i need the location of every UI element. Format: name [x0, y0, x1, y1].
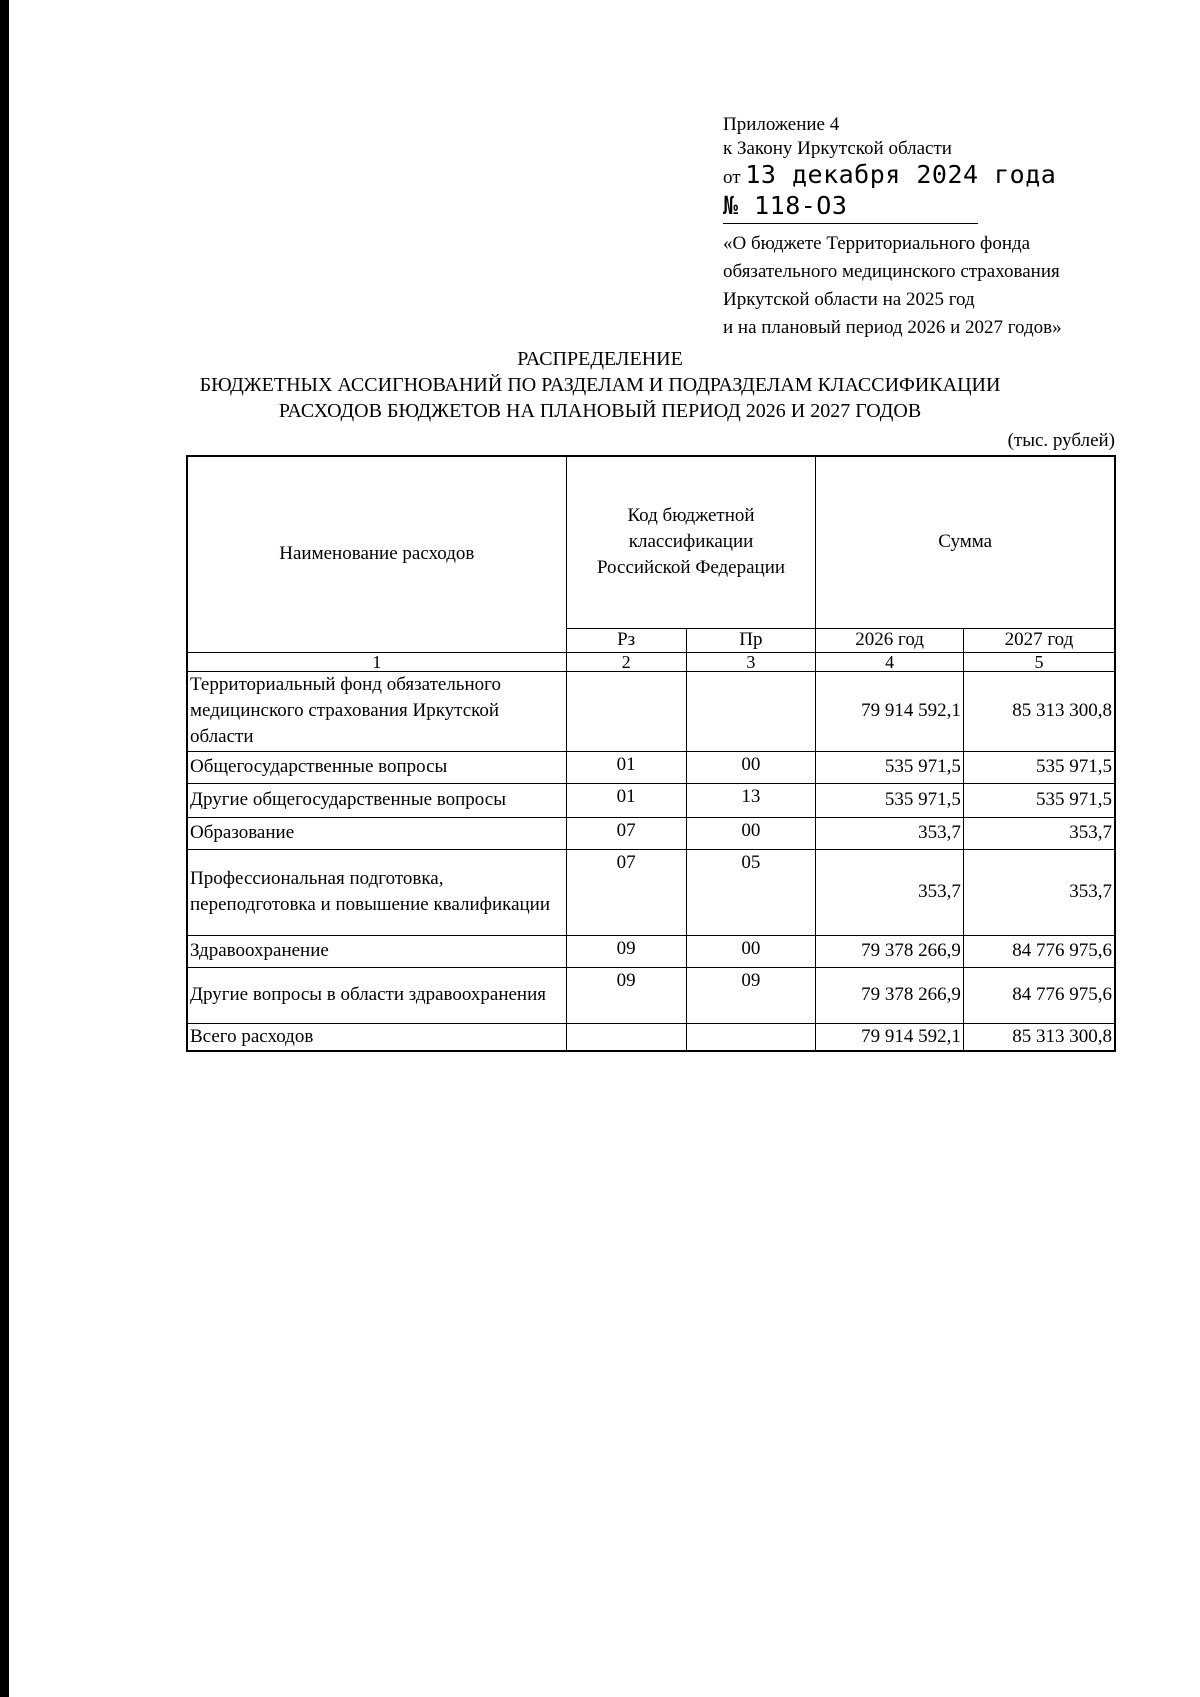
row-name: Другие общегосударственные вопросы: [187, 783, 566, 817]
header-rz: Рз: [566, 628, 686, 652]
row-rz: 01: [566, 751, 686, 783]
column-number-row: [187, 652, 1115, 671]
header-name: Наименование расходов: [187, 456, 566, 652]
col-number-5: 5: [963, 652, 1115, 671]
appendix-date-line: [723, 161, 1153, 192]
row-2027: 84 776 975,6: [963, 935, 1115, 967]
law-title-line-1: «О бюджете Территориального фонда: [723, 233, 1031, 254]
row-2027: 84 776 975,6: [963, 967, 1115, 1023]
row-pr: [686, 1023, 816, 1051]
appendix-line2: к Закону Иркутской области: [723, 138, 952, 159]
law-date: 13 декабря 2024 года: [745, 160, 1057, 189]
heading-line-2: БЮДЖЕТНЫХ АССИГНОВАНИЙ ПО РАЗДЕЛАМ И ПОДРАЗДЕЛАМ КЛАССИФИКАЦИИ: [199, 374, 1001, 396]
header-code: Код бюджетной классификации Российской Федерации: [566, 456, 816, 628]
row-2026: 79 914 592,1: [816, 1023, 964, 1051]
table-row: [187, 751, 1115, 783]
row-name: Всего расходов: [187, 1023, 566, 1051]
row-name: Здравоохранение: [187, 935, 566, 967]
row-rz: 09: [566, 935, 686, 967]
table-row: [187, 935, 1115, 967]
row-name: Другие вопросы в области здравоохранения: [187, 967, 566, 1023]
row-name: Образование: [187, 817, 566, 849]
law-title-line-4: и на плановый период 2026 и 2027 годов»: [723, 317, 1062, 338]
row-2027: 535 971,5: [963, 751, 1115, 783]
row-rz: 07: [566, 817, 686, 849]
row-name: Профессиональная подготовка, переподготовка и повышение квалификации: [187, 849, 566, 935]
row-2027: 535 971,5: [963, 783, 1115, 817]
appendix-block: [723, 113, 1153, 342]
row-rz: [566, 1023, 686, 1051]
row-pr: [686, 671, 816, 751]
row-rz: [566, 671, 686, 751]
row-2026: 79 914 592,1: [816, 671, 964, 751]
table-row: [187, 783, 1115, 817]
col-number-1: 1: [187, 652, 566, 671]
row-2026: 535 971,5: [816, 783, 964, 817]
date-prefix: от: [723, 167, 741, 188]
heading-line-1: РАСПРЕДЕЛЕНИЕ: [517, 348, 683, 370]
law-number: № 118-ОЗ: [723, 191, 848, 220]
row-pr: 09: [686, 967, 816, 1023]
row-2026: 353,7: [816, 849, 964, 935]
appendix-number-line: [723, 192, 978, 224]
row-name: Общегосударственные вопросы: [187, 751, 566, 783]
row-2027: 353,7: [963, 849, 1115, 935]
table-row: [187, 967, 1115, 1023]
row-2027: 85 313 300,8: [963, 1023, 1115, 1051]
budget-table: [186, 455, 1116, 1052]
row-name: Территориальный фонд обязательного медицинского страхования Иркутской области: [187, 671, 566, 751]
appendix-line1: Приложение 4: [723, 114, 840, 135]
row-rz: 09: [566, 967, 686, 1023]
row-pr: 00: [686, 751, 816, 783]
row-2026: 79 378 266,9: [816, 967, 964, 1023]
scan-edge: [0, 0, 9, 1697]
row-2026: 79 378 266,9: [816, 935, 964, 967]
row-pr: 13: [686, 783, 816, 817]
row-2027: 85 313 300,8: [963, 671, 1115, 751]
col-number-3: 3: [686, 652, 816, 671]
units-label: (тыс. рублей): [1007, 430, 1115, 451]
row-2026: 535 971,5: [816, 751, 964, 783]
row-pr: 00: [686, 817, 816, 849]
header-sum: Сумма: [816, 456, 1115, 628]
heading-line-3: РАСХОДОВ БЮДЖЕТОВ НА ПЛАНОВЫЙ ПЕРИОД 2026 И 2027 ГОДОВ: [278, 400, 922, 422]
document-heading: [0, 346, 1200, 424]
law-title-line-2: обязательного медицинского страхования: [723, 261, 1060, 282]
row-rz: 01: [566, 783, 686, 817]
col-number-4: 4: [816, 652, 964, 671]
row-2027: 353,7: [963, 817, 1115, 849]
table-row: [187, 817, 1115, 849]
row-rz: 07: [566, 849, 686, 935]
table-row-total: [187, 1023, 1115, 1051]
row-pr: 00: [686, 935, 816, 967]
header-2027: 2027 год: [963, 628, 1115, 652]
table-row: [187, 671, 1115, 751]
row-pr: 05: [686, 849, 816, 935]
header-2026: 2026 год: [816, 628, 964, 652]
col-number-2: 2: [566, 652, 686, 671]
row-2026: 353,7: [816, 817, 964, 849]
header-pr: Пр: [686, 628, 816, 652]
table-row: [187, 849, 1115, 935]
law-title-line-3: Иркутской области на 2025 год: [723, 289, 975, 310]
